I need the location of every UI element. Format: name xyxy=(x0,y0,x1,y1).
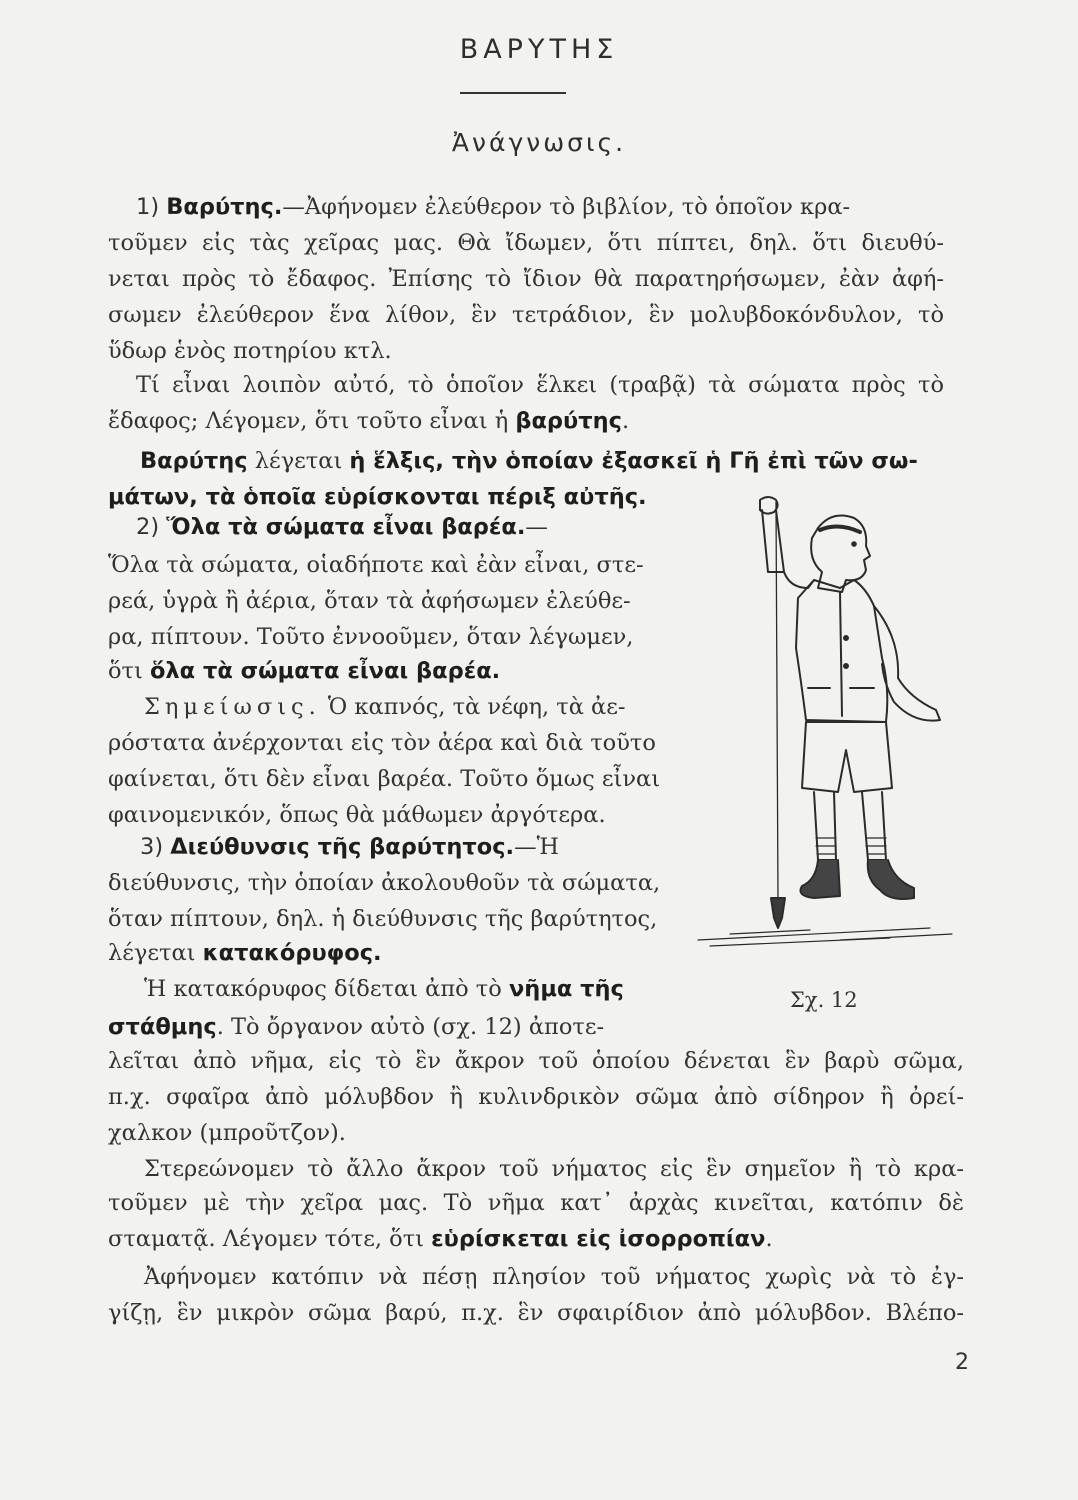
right-sock xyxy=(866,838,886,854)
p6-line-1: Στερεώνομεν τὸ ἄλλο ἄκρον τοῦ νήματος εἰς ἓν σημεῖον ἢ τὸ κρα- xyxy=(144,1156,964,1182)
plumb-thread xyxy=(776,502,778,900)
jacket-button-1 xyxy=(844,636,848,640)
p2-text-2c: . xyxy=(621,408,630,434)
p3-number: 2) xyxy=(136,514,160,540)
p2-line-1: Τί εἶναι λοιπὸν αὐτό, τὸ ὁποῖον ἕλκει (τραβᾷ) τὰ σώματα πρὸς τὸ xyxy=(136,372,944,398)
definition-text-1: ἡ ἕλξις, τὴν ὁποίαν ἐξασκεῖ ἡ Γῆ ἐπὶ τῶν σω- xyxy=(349,448,918,474)
p3-line-5 xyxy=(108,656,500,686)
p5-line-1 xyxy=(144,974,624,1004)
p2-term-barytes: βαρύτης xyxy=(515,408,622,434)
p7-line-1: Ἀφήνομεν κατόπιν νὰ πέσῃ πλησίον τοῦ νήματος χωρὶς νὰ τὸ ἐγ- xyxy=(144,1264,964,1290)
right-leg xyxy=(862,792,886,860)
p5-line-2 xyxy=(108,1012,604,1042)
p1-line-4: σωμεν ἐλεύθερον ἕνα λίθον, ἓν τετράδιον, ἓν μολυβδοκόνδυλον, τὸ xyxy=(108,302,944,328)
note-line-3: φαίνεται, ὅτι δὲν εἶναι βαρέα. Τοῦτο ὅμως εἶναι xyxy=(108,766,661,792)
p5-line-3: λεῖται ἀπὸ νῆμα, εἰς τὸ ἓν ἄκρον τοῦ ὁποίου δένεται ἓν βαρὺ σῶμα, xyxy=(108,1048,964,1074)
jacket-opening xyxy=(840,592,842,716)
definition-line-1 xyxy=(140,446,918,476)
p5-term-plumb-thread: νῆμα τῆς xyxy=(508,976,624,1002)
section-subtitle: Ἀνάγνωσις. xyxy=(451,128,627,157)
jacket xyxy=(784,572,887,722)
p1-line-2: τοῦμεν εἰς τὰς χεῖρας μας. Θὰ ἴδωμεν, ὅτι πίπτει, δηλ. ὅτι διευθύ- xyxy=(108,230,944,256)
note-line-1 xyxy=(144,692,626,722)
p1-number: 1) xyxy=(136,194,160,220)
right-shoe xyxy=(868,860,914,899)
title-rule xyxy=(460,92,566,94)
p2-text-2a: ἔδαφος; Λέγομεν, ὅτι τοῦτο εἶναι ἡ xyxy=(108,408,516,434)
p4-line-4 xyxy=(108,938,382,968)
boy-eye xyxy=(852,542,856,546)
raised-arm xyxy=(762,510,784,572)
note-line-4: φαινομενικόν, ὅπως θὰ μάθωμεν ἀργότερα. xyxy=(108,802,606,828)
page-title: ΒΑΡΥΤΗΣ xyxy=(459,34,619,65)
definition-verb: λέγεται xyxy=(247,448,350,474)
p7-line-2: γίζῃ, ἓν μικρὸν σῶμα βαρύ, π.χ. ἓν σφαιρίδιον ἀπὸ μόλυβδον. Βλέπο- xyxy=(108,1300,964,1326)
p1-line-3: νεται πρὸς τὸ ἔδαφος. Ἐπίσης τὸ ἴδιον θὰ παρατηρήσωμεν, ἐὰν ἀφή- xyxy=(108,266,944,292)
p3-line-3: ρεά, ὑγρὰ ἢ ἀέρια, ὅταν τὰ ἀφήσωμεν ἐλεύθε- xyxy=(108,588,631,614)
p3-dash: — xyxy=(525,514,548,540)
page-number: 2 xyxy=(955,1350,969,1375)
p4-text-1: —Ἡ xyxy=(514,834,559,860)
p6-line-3 xyxy=(108,1224,773,1254)
p5-text-2b: . Τὸ ὄργανον αὐτὸ (σχ. 12) ἀποτε- xyxy=(216,1014,605,1040)
p6-line-2: τοῦμεν μὲ τὴν χεῖρα μας. Τὸ νῆμα κατ᾽ ἀρχὰς κινεῖται, κατόπιν δὲ xyxy=(108,1190,964,1216)
p5-line-5: χαλκον (μπροῦτζον). xyxy=(108,1120,346,1146)
p5-term-plumb: στάθμης xyxy=(108,1014,217,1040)
note-label: Σημείωσις. xyxy=(144,694,321,720)
definition-term: Βαρύτης xyxy=(140,448,248,474)
p2-line-2 xyxy=(108,406,629,436)
p4-term-vertical: κατακόρυφος. xyxy=(202,940,382,966)
boy-hair xyxy=(820,526,860,532)
left-sock xyxy=(816,838,836,854)
p3-heading: Ὅλα τὰ σώματα εἶναι βαρέα. xyxy=(166,514,526,540)
shorts xyxy=(802,722,892,792)
figure-caption: Σχ. 12 xyxy=(790,988,858,1012)
p3-line-2: Ὅλα τὰ σώματα, οἱαδήποτε καὶ ἐὰν εἶναι, στε- xyxy=(108,552,644,578)
p6-text-3c: . xyxy=(765,1226,773,1252)
p4-heading: Διεύθυνσις τῆς βαρύτητος. xyxy=(170,834,515,860)
ground-lines xyxy=(698,928,952,946)
note-text-1: Ὁ καπνός, τὰ νέφη, τὰ ἀε- xyxy=(320,694,626,720)
jacket-button-2 xyxy=(844,664,848,668)
p5-text-1a: Ἡ κατακόρυφος δίδεται ἀπὸ τὸ xyxy=(144,976,509,1002)
p1-line-5: ὕδωρ ἑνὸς ποτηρίου κτλ. xyxy=(108,338,392,364)
definition-line-2: μάτων, τὰ ὁποῖα εὑρίσκονται πέριξ αὐτῆς. xyxy=(108,484,647,510)
left-shoe xyxy=(801,860,841,898)
p4-line-2: διεύθυνσις, τὴν ὁποίαν ἀκολουθοῦν τὰ σώματα, xyxy=(108,870,661,896)
p4-number: 3) xyxy=(140,834,164,860)
left-leg xyxy=(814,792,836,860)
p4-text-4a: λέγεται xyxy=(108,940,203,966)
p3-line-4: ρα, πίπτουν. Τοῦτο ἐννοοῦμεν, ὅταν λέγωμεν, xyxy=(108,624,634,650)
plumb-bob-icon xyxy=(771,898,785,928)
p3-bold-statement: ὅλα τὰ σώματα εἶναι βαρέα. xyxy=(149,658,501,684)
p6-term-equilibrium: εὑρίσκεται εἰς ἰσορροπίαν xyxy=(431,1226,766,1252)
p3-line-1 xyxy=(136,512,548,542)
p4-line-3: ὅταν πίπτουν, δηλ. ἡ διεύθυνσις τῆς βαρύτητος, xyxy=(108,906,658,932)
note-line-2: ρόστατα ἀνέρχονται εἰς τὸν ἀέρα καὶ διὰ τοῦτο xyxy=(108,730,656,756)
p3-text-5a: ὅτι xyxy=(108,658,150,684)
p4-line-1 xyxy=(140,832,559,862)
p6-text-3a: σταματᾷ. Λέγομεν τότε, ὅτι xyxy=(108,1226,432,1252)
p1-heading: Βαρύτης. xyxy=(166,194,283,220)
p1-line-1 xyxy=(136,192,944,222)
figure-boy-plumb-line xyxy=(690,488,960,978)
p1-text-1: —Ἀφήνομεν ἐλεύθερον τὸ βιβλίον, τὸ ὁποῖον κρα- xyxy=(282,194,851,220)
p5-line-4: π.χ. σφαῖρα ἀπὸ μόλυβδον ἢ κυλινδρικὸν σῶμα ἀπὸ σίδηρον ἢ ὀρεί- xyxy=(108,1084,964,1110)
